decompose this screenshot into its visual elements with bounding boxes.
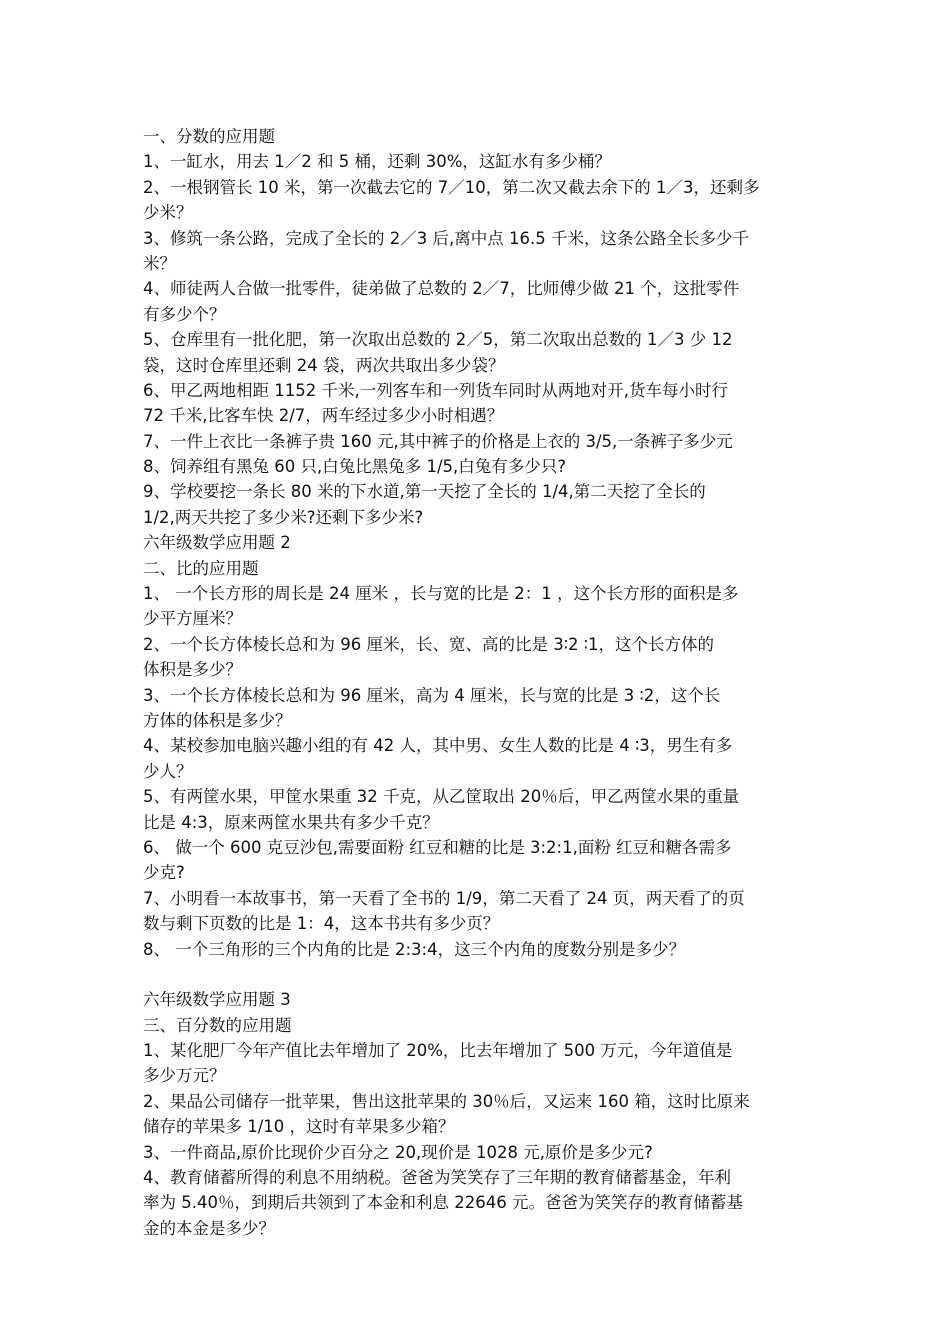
text-line: 六年级数学应用题 2 <box>143 533 291 553</box>
text-line: 4、教育储蓄所得的利息不用纳税。爸爸为笑笑存了三年期的教育储蓄基金，年利 <box>143 1168 731 1188</box>
text-line: 1、 一个长方形的周长是 24 厘米 ，长与宽的比是 2：1 ，这个长方形的面积是多 <box>143 584 739 604</box>
text-line: 1、某化肥厂今年产值比去年增加了 20%，比去年增加了 500 万元，今年道值是 <box>143 1041 733 1061</box>
text-line: 2、一根钢管长 10 米，第一次截去它的 7／10，第二次又截去余下的 1／3，还剩多 <box>143 177 760 197</box>
text-line: 三、百分数的应用题 <box>143 1015 292 1035</box>
text-line: 少米？ <box>143 203 193 223</box>
text-line: 袋，这时仓库里还剩 24 袋，两次共取出多少袋？ <box>143 355 505 375</box>
text-line: 1/2,两天共挖了多少米?还剩下多少米? <box>143 507 424 527</box>
text-line: 8、饲养组有黑兔 60 只,白兔比黑兔多 1/5,白兔有多少只? <box>143 457 567 477</box>
text-line: 4、师徒两人合做一批零件，徒弟做了总数的 2／7，比师傅少做 21 个，这批零件 <box>143 279 740 299</box>
text-line: 六年级数学应用题 3 <box>143 990 291 1010</box>
text-line: 金的本金是多少？ <box>143 1218 275 1238</box>
text-line: 4、某校参加电脑兴趣小组的有 42 人，其中男、女生人数的比是 4 ∶3，男生有多 <box>143 736 733 756</box>
text-line: 率为 5.40％，到期后共领到了本金和利息 22646 元。爸爸为笑笑存的教育储蓄基 <box>143 1193 743 1213</box>
text-line: 6、 做一个 600 克豆沙包,需要面粉 红豆和糖的比是 3:2:1,面粉 红豆和糖各需多 <box>143 837 732 857</box>
text-line: 3、一个长方体棱长总和为 96 厘米，高为 4 厘米，长与宽的比是 3 ∶2，这个长 <box>143 685 721 705</box>
text-line: 有多少个？ <box>143 304 226 324</box>
text-line: 米？ <box>143 253 176 273</box>
text-line: 7、一件上衣比一条裤子贵 160 元,其中裤子的价格是上衣的 3/5,一条裤子多少元 <box>143 431 733 451</box>
text-line: 数与剩下页数的比是 1：4，这本书共有多少页？ <box>143 914 500 934</box>
text-line: 少平方厘米？ <box>143 609 242 629</box>
text-line: 一、分数的应用题 <box>143 127 275 146</box>
text-line: 比是 4:3，原来两筐水果共有多少千克？ <box>143 812 439 832</box>
text-line: 体积是多少？ <box>143 660 242 680</box>
text-line: 多少万元？ <box>143 1066 226 1086</box>
text-line: 二、比的应用题 <box>143 558 259 578</box>
text-line: 9、学校要挖一条长 80 米的下水道,第一天挖了全长的 1/4,第二天挖了全长的 <box>143 482 706 502</box>
text-line: 储存的苹果多 1/10 ，这时有苹果多少箱？ <box>143 1117 455 1137</box>
text-line: 5、仓库里有一批化肥，第一次取出总数的 2／5，第二次取出总数的 1／3 少 12 <box>143 330 733 350</box>
blank-line <box>143 962 811 987</box>
text-line: 3、修筑一条公路，完成了全长的 2／3 后,离中点 16.5 千米，这条公路全长多少千 <box>143 228 749 248</box>
text-line: 5、有两筐水果，甲筐水果重 32 千克，从乙筐取出 20％后，甲乙两筐水果的重量 <box>143 787 740 807</box>
text-line: 少人？ <box>143 761 193 781</box>
text-line: 1、一缸水，用去 1／2 和 5 桶，还剩 30%，这缸水有多少桶？ <box>143 152 611 172</box>
text-line: 7、小明看一本故事书，第一天看了全书的 1/9，第二天看了 24 页，两天看了的页 <box>143 888 745 908</box>
text-line: 少克? <box>143 863 185 883</box>
text-line: 2、果品公司储存一批苹果，售出这批苹果的 30％后，又运来 160 箱，这时比原来 <box>143 1091 750 1111</box>
text-line: 72 千米,比客车快 2/7，两车经过多少小时相遇？ <box>143 406 504 426</box>
text-line: 方体的体积是多少？ <box>143 710 292 730</box>
text-line: 2、一个长方体棱长总和为 96 厘米，长、宽、高的比是 3∶2 ∶1，这个长方体的 <box>143 634 715 654</box>
text-line: 6、甲乙两地相距 1152 千米,一列客车和一列货车同时从两地对开,货车每小时行 <box>143 380 728 400</box>
text-line: 8、 一个三角形的三个内角的比是 2:3:4，这三个内角的度数分别是多少？ <box>143 939 686 959</box>
document-body <box>143 124 811 1241</box>
text-line: 3、一件商品,原价比现价少百分之 20,现价是 1028 元,原价是多少元? <box>143 1142 653 1162</box>
